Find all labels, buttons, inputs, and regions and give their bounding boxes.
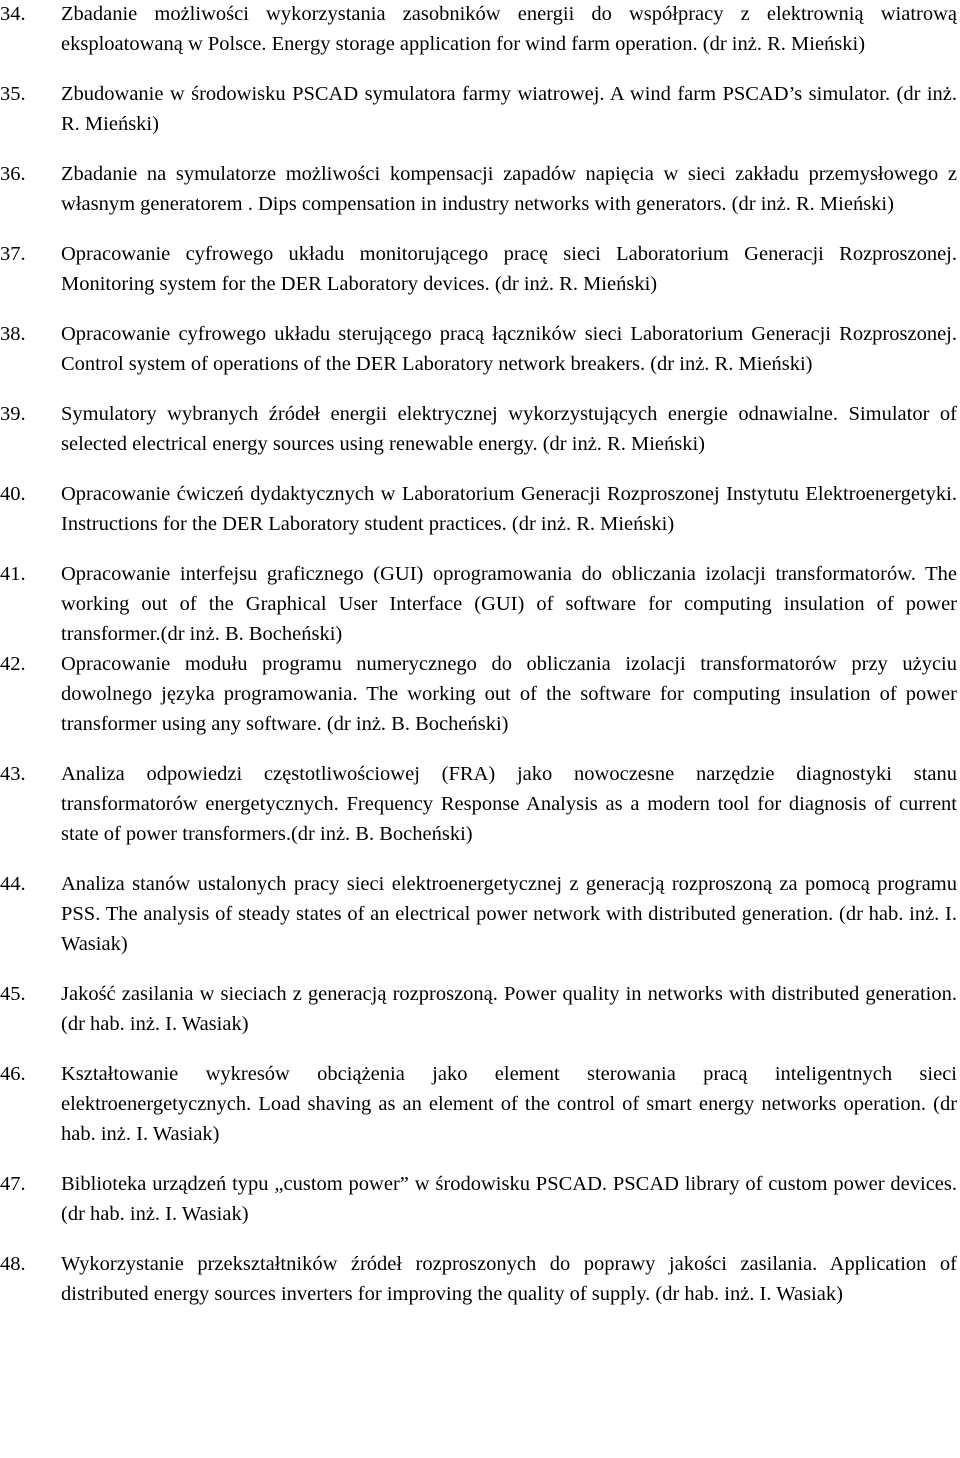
topic-number: 37. (0, 243, 26, 265)
topic-title-polish: Jakość zasilania w sieciach z generacją rozproszoną. (61, 983, 498, 1005)
topic-title-polish: Zbudowanie w środowisku PSCAD symulatora farmy wiatrowej. (61, 83, 605, 105)
topic-number: 34. (0, 3, 26, 25)
topic-title-polish: Analiza odpowiedzi częstotliwościowej (FRA) jako nowoczesne narzędzie diagnostyki stanu transformatorów energetycznych. (61, 763, 957, 815)
topic-title-polish: Opracowanie modułu programu numerycznego do obliczania izolacji transformatorów przy użyciu dowolnego języka programowania. (61, 653, 957, 705)
topic-item-45 (0, 979, 960, 1039)
topic-number: 44. (0, 873, 26, 895)
topic-item-47 (0, 1169, 960, 1229)
topic-supervisor: (dr hab. inż. I. Wasiak) (655, 1283, 843, 1305)
topic-title-polish: Wykorzystanie przekształtników źródeł rozproszonych do poprawy jakości zasilania. (61, 1253, 818, 1275)
topic-title-english: Application of distributed energy sources inverters for improving the quality of supply. (61, 1253, 957, 1305)
topic-item-37 (0, 239, 960, 299)
topic-supervisor: (dr hab. inż. I. Wasiak) (61, 1203, 249, 1225)
topic-supervisor: (dr inż. B. Bocheński) (160, 623, 343, 645)
topic-title-english: The analysis of steady states of an electrical power network with distributed generation. (105, 903, 834, 925)
topic-title-english: Dips compensation in industry networks with generators. (257, 193, 727, 215)
topic-supervisor: (dr inż. R. Mieński) (61, 83, 958, 135)
topic-title-english: Monitoring system for the DER Laboratory devices. (61, 273, 490, 295)
topic-title-english: Load shaving as an element of the control of smart energy networks operation. (258, 1093, 927, 1115)
topic-supervisor: (dr inż. R. Mieński) (511, 513, 675, 535)
topic-item-35 (0, 79, 960, 139)
topic-number: 48. (0, 1253, 26, 1275)
topic-title-polish: Zbadanie możliwości wykorzystania zasobników energii do współpracy z elektrownią wiatrową eksploatowaną w Polsce. (61, 3, 957, 55)
topic-item-41 (0, 559, 960, 649)
topic-title-polish: Zbadanie na symulatorze możliwości kompensacji zapadów napięcia w sieci zakładu przemysłowego z własnym generatorem . (61, 163, 957, 215)
topic-supervisor: (dr hab. inż. I. Wasiak) (61, 1093, 958, 1145)
topic-supervisor: (dr inż. R. Mieński) (542, 433, 706, 455)
topic-title-polish: Opracowanie cyfrowego układu monitorującego pracę sieci Laboratorium Generacji Rozproszonej. (61, 243, 957, 265)
topic-supervisor: (dr hab. inż. I. Wasiak) (61, 1013, 249, 1035)
topic-supervisor: (dr hab. inż. I. Wasiak) (61, 903, 957, 955)
topic-title-polish: Symulatory wybranych źródeł energii elektrycznej wykorzystujących energie odnawialne. (61, 403, 839, 425)
topic-title-english: PSCAD library of custom power devices. (612, 1173, 958, 1195)
topic-number: 43. (0, 763, 26, 785)
topic-number: 36. (0, 163, 26, 185)
topic-title-english: Simulator of selected electrical energy sources using renewable energy. (61, 403, 958, 455)
topic-number: 38. (0, 323, 26, 345)
topic-item-42 (0, 649, 960, 739)
topic-item-40 (0, 479, 960, 539)
topic-item-36 (0, 159, 960, 219)
topic-title-english: Frequency Response Analysis as a modern tool for diagnosis of current state of power transformers. (61, 793, 958, 845)
topic-supervisor: (dr inż. R. Mieński) (702, 33, 866, 55)
topic-item-43 (0, 759, 960, 849)
topic-number: 35. (0, 83, 26, 105)
topic-item-46 (0, 1059, 960, 1149)
topic-title-polish: Biblioteka urządzeń typu „custom power” w środowisku PSCAD. (61, 1173, 608, 1195)
topic-supervisor: (dr inż. B. Bocheński) (326, 713, 509, 735)
topic-title-english: Instructions for the DER Laboratory student practices. (61, 513, 507, 535)
topic-title-polish: Opracowanie interfejsu graficznego (GUI) oprogramowania do obliczania izolacji transformatorów. (61, 563, 916, 585)
topic-title-english: Power quality in networks with distributed generation. (504, 983, 958, 1005)
topic-title-polish: Analiza stanów ustalonych pracy sieci elektroenergetycznej z generacją rozproszoną za pomocą programu PSS. (61, 873, 957, 925)
topic-supervisor: (dr inż. R. Mieński) (494, 273, 658, 295)
topic-title-polish: Opracowanie cyfrowego układu sterującego pracą łączników sieci Laboratorium Generacji Rozproszonej. (61, 323, 957, 345)
topic-title-english: A wind farm PSCAD’s simulator. (609, 83, 891, 105)
topic-number: 42. (0, 653, 26, 675)
topic-number: 46. (0, 1063, 26, 1085)
topic-supervisor: (dr inż. B. Bocheński) (290, 823, 473, 845)
topic-number: 40. (0, 483, 26, 505)
topic-number: 47. (0, 1173, 26, 1195)
topic-item-38 (0, 319, 960, 379)
topic-number: 41. (0, 563, 26, 585)
topic-item-34 (0, 0, 960, 59)
topic-item-48 (0, 1249, 960, 1309)
topic-title-english: Energy storage application for wind farm operation. (271, 33, 698, 55)
topic-title-english: Control system of operations of the DER Laboratory network breakers. (61, 353, 646, 375)
topic-number: 45. (0, 983, 26, 1005)
topic-title-english: The working out of the software for computing insulation of power transformer using any software. (61, 683, 957, 735)
topic-title-polish: Kształtowanie wykresów obciążenia jako element sterowania pracą inteligentnych sieci elektroenergetycznych. (61, 1063, 957, 1115)
topic-title-polish: Opracowanie ćwiczeń dydaktycznych w Laboratorium Generacji Rozproszonej Instytutu Elektroenergetyki. (61, 483, 957, 505)
topic-title-english: The working out of the Graphical User Interface (GUI) of software for computing insulation of power transformer. (61, 563, 957, 645)
topic-item-39 (0, 399, 960, 459)
topic-supervisor: (dr inż. R. Mieński) (650, 353, 813, 375)
topic-item-44 (0, 869, 960, 959)
topic-number: 39. (0, 403, 26, 425)
topic-supervisor: (dr inż. R. Mieński) (731, 193, 894, 215)
